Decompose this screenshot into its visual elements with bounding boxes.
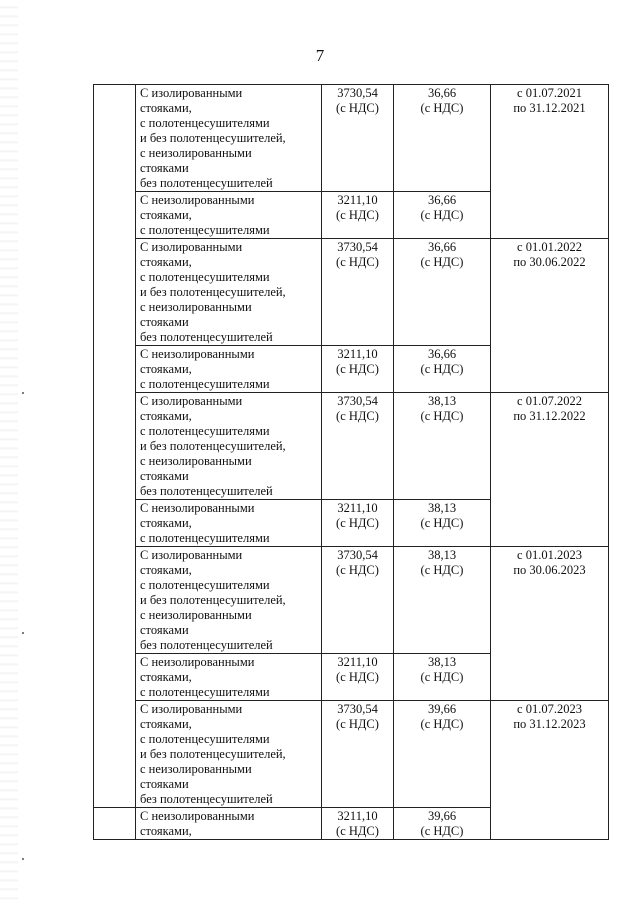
period-to: по 31.12.2023 <box>513 717 586 731</box>
tariff-note: (с НДС) <box>336 824 379 838</box>
tariff-note: (с НДС) <box>336 101 379 115</box>
table-row <box>94 547 609 654</box>
description-cell <box>136 500 322 547</box>
period-from: с 01.07.2022 <box>517 394 582 408</box>
description-line: с полотенцесушителями <box>140 685 270 699</box>
description-line: С неизолированными <box>140 501 255 515</box>
description-cell <box>136 346 322 393</box>
description-line: С изолированными <box>140 86 243 100</box>
description-cell <box>136 547 322 654</box>
norm-value: 38,13 <box>427 655 457 669</box>
description-line: стояками, <box>140 516 192 530</box>
description-line: стояками <box>140 161 189 175</box>
description-line: стояками <box>140 623 189 637</box>
description-line: с неизолированными <box>140 454 252 468</box>
scan-edge-artifact <box>0 0 18 905</box>
tariff-cell <box>322 500 394 547</box>
table-row <box>94 701 609 808</box>
tariff-note: (с НДС) <box>336 409 379 423</box>
tariff-cell <box>322 701 394 808</box>
description-line: стояками, <box>140 717 192 731</box>
norm-value: 38,13 <box>427 548 457 562</box>
description-line: стояками <box>140 777 189 791</box>
description-line: С неизолированными <box>140 655 255 669</box>
table-row <box>94 85 609 192</box>
norm-note: (с НДС) <box>420 516 464 530</box>
description-line: стояками, <box>140 824 192 838</box>
page-number: 7 <box>315 46 325 65</box>
description-line: С изолированными <box>140 240 243 254</box>
tariff-note: (с НДС) <box>336 208 379 222</box>
period-from: с 01.07.2023 <box>517 702 582 716</box>
description-line: С изолированными <box>140 394 243 408</box>
norm-cell <box>394 808 491 840</box>
description-line: и без полотенцесушителей, <box>140 285 286 299</box>
description-line: с неизолированными <box>140 300 252 314</box>
description-line: стояками, <box>140 362 192 376</box>
description-line: без полотенцесушителей <box>140 638 273 652</box>
tariff-value: 3211,10 <box>337 193 378 207</box>
period-to: по 31.12.2022 <box>513 409 586 423</box>
norm-note: (с НДС) <box>420 824 464 838</box>
tariff-value: 3211,10 <box>337 809 378 823</box>
description-line: С неизолированными <box>140 347 255 361</box>
norm-cell <box>394 547 491 654</box>
description-line: с полотенцесушителями <box>140 270 270 284</box>
tariff-cell <box>322 393 394 500</box>
description-cell <box>136 85 322 192</box>
tariff-note: (с НДС) <box>336 362 379 376</box>
norm-note: (с НДС) <box>420 208 464 222</box>
description-line: С изолированными <box>140 548 243 562</box>
tariff-value: 3211,10 <box>337 347 378 361</box>
description-line: с полотенцесушителями <box>140 732 270 746</box>
period-to: по 31.12.2021 <box>513 101 586 115</box>
period-cell <box>491 701 609 840</box>
norm-note: (с НДС) <box>420 362 464 376</box>
period-from: с 01.07.2021 <box>517 86 582 100</box>
norm-cell <box>394 500 491 547</box>
description-line: стояками, <box>140 101 192 115</box>
period-cell <box>491 239 609 393</box>
description-line: С неизолированными <box>140 809 255 823</box>
norm-cell <box>394 346 491 393</box>
description-line: и без полотенцесушителей, <box>140 593 286 607</box>
description-line: с полотенцесушителями <box>140 531 270 545</box>
tariff-table-body <box>94 85 609 840</box>
description-line: с неизолированными <box>140 762 252 776</box>
description-line: и без полотенцесушителей, <box>140 439 286 453</box>
tariff-cell <box>322 239 394 346</box>
description-line: С изолированными <box>140 702 243 716</box>
table-row <box>94 239 609 346</box>
description-line: без полотенцесушителей <box>140 176 273 190</box>
tariff-note: (с НДС) <box>336 563 379 577</box>
description-cell <box>136 239 322 346</box>
tariff-note: (с НДС) <box>336 516 379 530</box>
norm-note: (с НДС) <box>420 717 464 731</box>
scan-speck <box>22 392 24 394</box>
tariff-value: 3730,54 <box>337 702 378 716</box>
period-to: по 30.06.2023 <box>513 563 586 577</box>
description-line: стояками <box>140 315 189 329</box>
description-line: без полотенцесушителей <box>140 330 273 344</box>
norm-note: (с НДС) <box>420 409 464 423</box>
period-to: по 30.06.2022 <box>513 255 586 269</box>
description-cell <box>136 192 322 239</box>
description-line: с неизолированными <box>140 146 252 160</box>
description-line: С неизолированными <box>140 193 255 207</box>
table-row <box>94 393 609 500</box>
description-line: с полотенцесушителями <box>140 223 270 237</box>
norm-value: 39,66 <box>427 702 457 716</box>
description-cell <box>136 654 322 701</box>
description-line: стояками, <box>140 409 192 423</box>
tariff-cell <box>322 808 394 840</box>
description-line: с полотенцесушителями <box>140 424 270 438</box>
description-cell <box>136 393 322 500</box>
period-cell <box>491 85 609 239</box>
description-line: стояками <box>140 469 189 483</box>
tariff-table <box>93 84 609 840</box>
period-from: с 01.01.2022 <box>517 240 582 254</box>
description-line: с неизолированными <box>140 608 252 622</box>
norm-cell <box>394 701 491 808</box>
scan-speck <box>22 858 24 860</box>
description-line: стояками, <box>140 208 192 222</box>
tariff-cell <box>322 346 394 393</box>
period-from: с 01.01.2023 <box>517 548 582 562</box>
norm-value: 38,13 <box>427 394 457 408</box>
norm-value: 38,13 <box>427 501 457 515</box>
norm-note: (с НДС) <box>420 101 464 115</box>
norm-cell <box>394 239 491 346</box>
row-number-cell <box>94 85 136 808</box>
norm-value: 39,66 <box>427 809 457 823</box>
description-line: и без полотенцесушителей, <box>140 747 286 761</box>
scan-speck <box>22 632 24 634</box>
description-line: стояками, <box>140 255 192 269</box>
tariff-cell <box>322 654 394 701</box>
tariff-note: (с НДС) <box>336 717 379 731</box>
tariff-value: 3211,10 <box>337 501 378 515</box>
description-line: без полотенцесушителей <box>140 484 273 498</box>
norm-note: (с НДС) <box>420 670 464 684</box>
description-line: с полотенцесушителями <box>140 578 270 592</box>
tariff-cell <box>322 192 394 239</box>
norm-cell <box>394 85 491 192</box>
norm-cell <box>394 393 491 500</box>
norm-note: (с НДС) <box>420 563 464 577</box>
norm-value: 36,66 <box>427 240 457 254</box>
description-line: без полотенцесушителей <box>140 792 273 806</box>
period-cell <box>491 393 609 547</box>
norm-value: 36,66 <box>427 347 457 361</box>
period-cell <box>491 547 609 701</box>
row-number-cell <box>94 808 136 840</box>
tariff-cell <box>322 547 394 654</box>
description-line: и без полотенцесушителей, <box>140 131 286 145</box>
tariff-value: 3730,54 <box>337 548 378 562</box>
tariff-value: 3211,10 <box>337 655 378 669</box>
tariff-value: 3730,54 <box>337 394 378 408</box>
norm-cell <box>394 192 491 239</box>
tariff-value: 3730,54 <box>337 240 378 254</box>
norm-note: (с НДС) <box>420 255 464 269</box>
norm-cell <box>394 654 491 701</box>
description-cell <box>136 701 322 808</box>
tariff-note: (с НДС) <box>336 670 379 684</box>
norm-value: 36,66 <box>427 86 457 100</box>
description-line: стояками, <box>140 563 192 577</box>
norm-value: 36,66 <box>427 193 457 207</box>
tariff-note: (с НДС) <box>336 255 379 269</box>
tariff-cell <box>322 85 394 192</box>
description-cell <box>136 808 322 840</box>
description-line: с полотенцесушителями <box>140 377 270 391</box>
description-line: с полотенцесушителями <box>140 116 270 130</box>
tariff-value: 3730,54 <box>337 86 378 100</box>
description-line: стояками, <box>140 670 192 684</box>
